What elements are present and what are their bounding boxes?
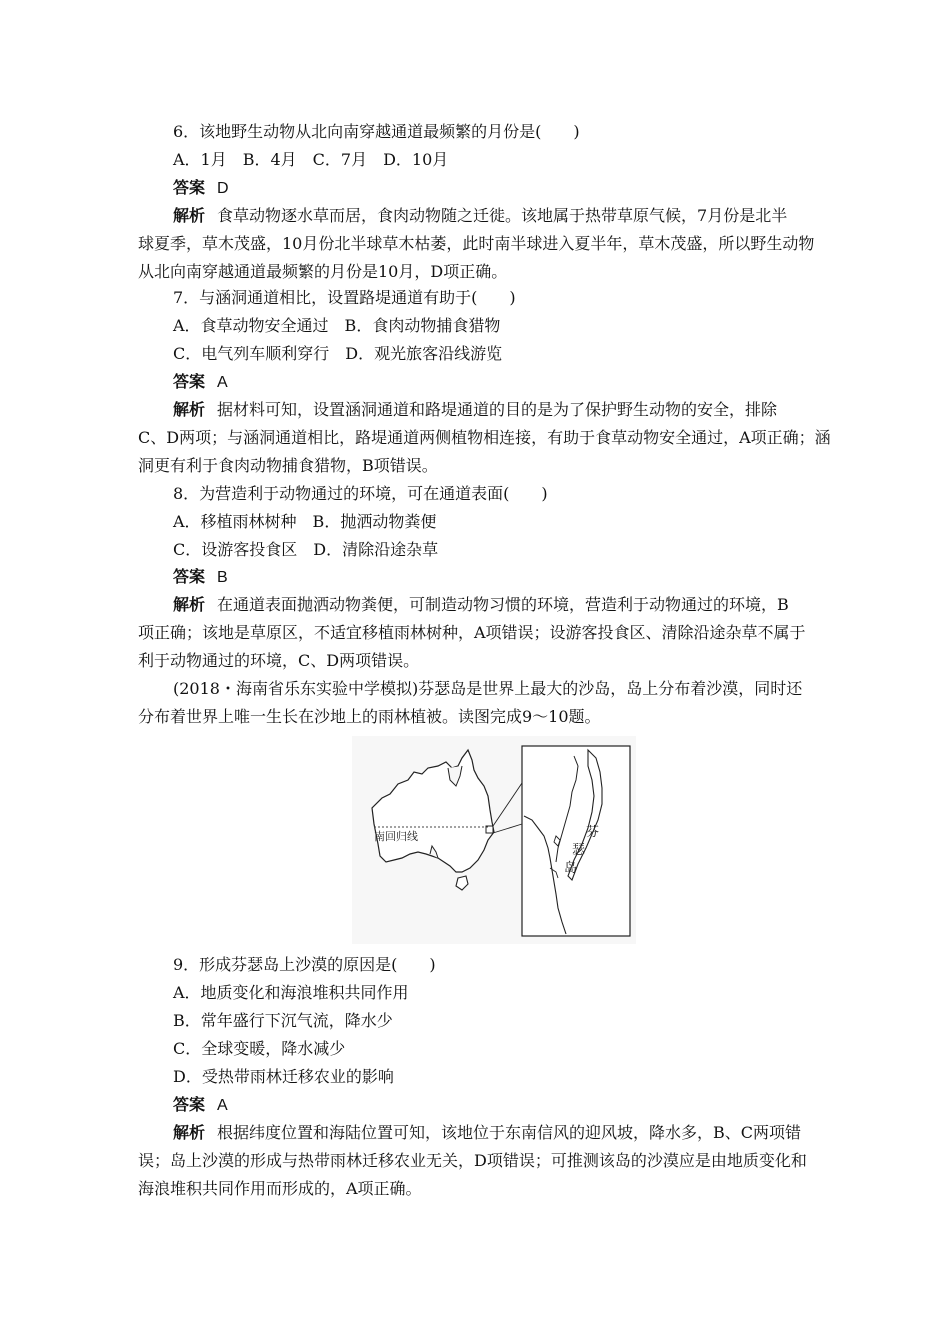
q9-option-b: B．常年盛行下沉气流，降水少 xyxy=(173,1011,393,1030)
q9-analysis-line-3: 海浪堆积共同作用而形成的，A项正确。 xyxy=(138,1179,422,1198)
island-label-1: 芬 xyxy=(586,825,600,840)
australia-map-figure xyxy=(352,736,636,944)
q7-answer-line xyxy=(0,372,950,393)
analysis-label: 解析 xyxy=(173,595,206,614)
q9-option-a: A．地质变化和海浪堆积共同作用 xyxy=(173,983,409,1002)
q6-analysis-line-3: 从北向南穿越通道最频繁的月份是10月，D项正确。 xyxy=(138,262,508,281)
analysis-label: 解析 xyxy=(173,400,206,419)
q7-analysis-line-2: C、D两项；与涵洞通道相比，路堤通道两侧植物相连接，有助于食草动物安全通过，A项正确；涵 xyxy=(138,428,831,447)
q9-answer: A xyxy=(217,1097,228,1114)
q6-analysis-line-2: 球夏季，草木茂盛，10月份北半球草木枯萎，此时南半球进入夏半年，草木茂盛，所以野生动物 xyxy=(138,234,815,253)
q6-options: A．1月 B．4月 C．7月 D．10月 xyxy=(173,150,449,169)
analysis-label: 解析 xyxy=(173,1123,206,1142)
island-label-2: 瑟 xyxy=(572,843,586,858)
q8-options-2: C．设游客投食区 D．清除沿途杂草 xyxy=(173,540,439,559)
q8-answer-line xyxy=(0,567,950,588)
q6-stem: 6．该地野生动物从北向南穿越通道最频繁的月份是( ) xyxy=(173,122,580,141)
q8-analysis-line-1 xyxy=(0,595,950,615)
q7-answer: A xyxy=(217,374,228,391)
answer-label: 答案 xyxy=(173,1095,206,1114)
q9-analysis-line-1 xyxy=(0,1123,950,1143)
tropic-label: 南回归线 xyxy=(374,830,418,843)
q8-answer: B xyxy=(217,569,228,586)
material-intro-line-1: (2018・海南省乐东实验中学模拟)芬瑟岛是世界上最大的沙岛，岛上分布着沙漠，同时还 xyxy=(173,679,803,698)
q8-analysis-line-3: 利于动物通过的环境，C、D两项错误。 xyxy=(138,651,420,670)
q9-option-c: C．全球变暖，降水减少 xyxy=(173,1039,346,1058)
answer-label: 答案 xyxy=(173,567,206,586)
q9-stem: 9．形成芬瑟岛上沙漠的原因是( ) xyxy=(173,955,436,974)
inset-frame xyxy=(522,746,630,936)
q7-options-1: A．食草动物安全通过 B．食肉动物捕食猎物 xyxy=(173,316,501,335)
q7-analysis-line-3: 洞更有利于食肉动物捕食猎物，B项错误。 xyxy=(138,456,438,475)
q7-options-2: C．电气列车顺利穿行 D．观光旅客沿线游览 xyxy=(173,344,503,363)
q7-analysis-line-1 xyxy=(0,400,950,420)
q9-analysis-line-2: 误；岛上沙漠的形成与热带雨林迁移农业无关，D项错误；可推测该岛的沙漠应是由地质变化和 xyxy=(138,1151,807,1170)
q7-analysis-text-1: 据材料可知，设置涵洞通道和路堤通道的目的是为了保护野生动物的安全，排除 xyxy=(217,400,778,419)
q9-analysis-text-1: 根据纬度位置和海陆位置可知，该地位于东南信风的迎风坡，降水多，B、C两项错 xyxy=(217,1123,802,1142)
q8-options-1: A．移植雨林树种 B．抛洒动物粪便 xyxy=(173,512,437,531)
answer-label: 答案 xyxy=(173,372,206,391)
q6-answer-line xyxy=(0,178,950,199)
analysis-label: 解析 xyxy=(173,206,206,225)
q6-analysis-line-1 xyxy=(0,206,950,226)
q6-analysis-text-1: 食草动物逐水草而居，食肉动物随之迁徙。该地属于热带草原气候，7月份是北半 xyxy=(217,206,788,225)
answer-label: 答案 xyxy=(173,178,206,197)
island-label-3: 岛 xyxy=(564,861,578,876)
q8-analysis-line-2: 项正确；该地是草原区，不适宜移植雨林树种，A项错误；设游客投食区、清除沿途杂草不属于 xyxy=(138,623,806,642)
q8-analysis-text-1: 在通道表面抛洒动物粪便，可制造动物习惯的环境，营造利于动物通过的环境，B xyxy=(217,595,789,614)
q6-answer: D xyxy=(217,180,229,197)
q8-stem: 8．为营造利于动物通过的环境，可在通道表面( ) xyxy=(173,484,548,503)
material-intro-line-2: 分布着世界上唯一生长在沙地上的雨林植被。读图完成9～10题。 xyxy=(138,707,601,726)
q7-stem: 7．与涵洞通道相比，设置路堤通道有助于( ) xyxy=(173,288,516,307)
q9-answer-line xyxy=(0,1095,950,1116)
q9-option-d: D．受热带雨林迁移农业的影响 xyxy=(173,1067,394,1086)
